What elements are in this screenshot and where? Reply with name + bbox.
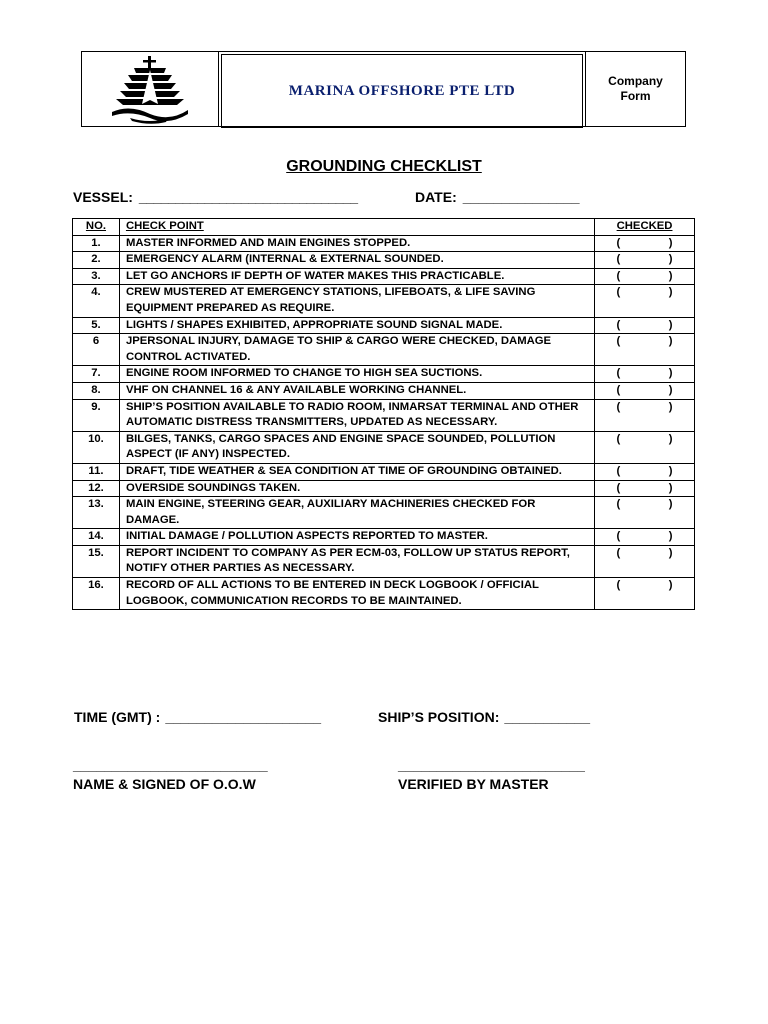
check-box[interactable] — [617, 578, 673, 594]
check-close-paren: ) — [668, 269, 673, 282]
check-open-paren: ( — [616, 383, 621, 396]
row-number: 9. — [73, 399, 120, 431]
check-close-paren: ) — [668, 530, 673, 543]
check-close-paren: ) — [668, 579, 673, 592]
check-close-paren: ) — [668, 253, 673, 266]
check-open-paren: ( — [616, 579, 621, 592]
table-row — [73, 317, 695, 334]
row-number: 10. — [73, 431, 120, 463]
time-gmt-field[interactable] — [74, 709, 321, 725]
row-number: 3. — [73, 268, 120, 285]
checked-cell[interactable] — [595, 382, 695, 399]
checked-cell[interactable] — [595, 366, 695, 383]
form-label-line1: Company — [608, 74, 663, 88]
checked-cell[interactable] — [595, 578, 695, 610]
check-box[interactable] — [617, 464, 673, 480]
ships-position-field[interactable] — [378, 709, 590, 725]
check-close-paren: ) — [668, 546, 673, 559]
check-box[interactable] — [617, 529, 673, 545]
form-label-line2: Form — [620, 89, 651, 103]
check-box[interactable] — [617, 252, 673, 268]
time-gmt-blank[interactable]: ____________________ — [165, 709, 322, 725]
check-box[interactable] — [617, 481, 673, 497]
row-number: 16. — [73, 578, 120, 610]
checked-cell[interactable] — [595, 463, 695, 480]
company-name: MARINA OFFSHORE PTE LTD — [288, 82, 516, 99]
checked-cell[interactable] — [595, 334, 695, 366]
row-number: 12. — [73, 480, 120, 497]
check-close-paren: ) — [668, 464, 673, 477]
check-box[interactable] — [617, 334, 673, 350]
check-point-text: VHF ON CHANNEL 16 & ANY AVAILABLE WORKING CHANNEL. — [119, 382, 594, 399]
company-header — [81, 51, 686, 127]
table-row — [73, 578, 695, 610]
check-point-text: SHIP’S POSITION AVAILABLE TO RADIO ROOM, INMARSAT TERMINAL AND OTHER AUTOMATIC DISTRESS TRANSMITTERS, UPDATED AS NECESSARY. — [119, 399, 594, 431]
row-number: 6 — [73, 334, 120, 366]
table-row — [73, 252, 695, 269]
check-close-paren: ) — [668, 432, 673, 445]
company-form-label — [585, 52, 685, 126]
check-box[interactable] — [617, 236, 673, 252]
check-box[interactable] — [617, 383, 673, 399]
check-point-text: DRAFT, TIDE WEATHER & SEA CONDITION AT TIME OF GROUNDING OBTAINED. — [119, 463, 594, 480]
check-point-text: LIGHTS / SHAPES EXHIBITED, APPROPRIATE SOUND SIGNAL MADE. — [119, 317, 594, 334]
row-number: 11. — [73, 463, 120, 480]
ships-position-blank[interactable]: ___________ — [504, 709, 591, 725]
check-close-paren: ) — [668, 498, 673, 511]
table-row — [73, 334, 695, 366]
checked-cell[interactable] — [595, 431, 695, 463]
ships-position-label: SHIP’S POSITION: — [378, 709, 500, 725]
check-close-paren: ) — [668, 481, 673, 494]
master-signature-line[interactable]: ________________________ — [398, 757, 585, 773]
checked-cell[interactable] — [595, 285, 695, 317]
check-open-paren: ( — [616, 498, 621, 511]
check-point-text: RECORD OF ALL ACTIONS TO BE ENTERED IN DECK LOGBOOK / OFFICIAL LOGBOOK, COMMUNICATION RECORDS TO BE MAINTAINED. — [119, 578, 594, 610]
check-point-text: OVERSIDE SOUNDINGS TAKEN. — [119, 480, 594, 497]
check-point-text: LET GO ANCHORS IF DEPTH OF WATER MAKES THIS PRACTICABLE. — [119, 268, 594, 285]
table-body — [73, 235, 695, 610]
check-open-paren: ( — [616, 546, 621, 559]
check-box[interactable] — [617, 400, 673, 416]
check-point-text: JPERSONAL INJURY, DAMAGE TO SHIP & CARGO WERE CHECKED, DAMAGE CONTROL ACTIVATED. — [119, 334, 594, 366]
vessel-label: VESSEL: — [73, 189, 133, 205]
check-open-paren: ( — [616, 367, 621, 380]
table-row — [73, 431, 695, 463]
checked-cell[interactable] — [595, 529, 695, 546]
col-header-no: NO. — [73, 219, 120, 236]
row-number: 2. — [73, 252, 120, 269]
checked-cell[interactable] — [595, 399, 695, 431]
oow-signature-label: NAME & SIGNED OF O.O.W — [73, 776, 256, 792]
table-row — [73, 545, 695, 577]
table-row — [73, 399, 695, 431]
check-point-text: MAIN ENGINE, STEERING GEAR, AUXILIARY MACHINERIES CHECKED FOR DAMAGE. — [119, 497, 594, 529]
table-row — [73, 268, 695, 285]
check-close-paren: ) — [668, 383, 673, 396]
row-number: 13. — [73, 497, 120, 529]
check-close-paren: ) — [668, 318, 673, 331]
checked-cell[interactable] — [595, 268, 695, 285]
check-point-text: INITIAL DAMAGE / POLLUTION ASPECTS REPORTED TO MASTER. — [119, 529, 594, 546]
checked-cell[interactable] — [595, 317, 695, 334]
check-open-paren: ( — [616, 335, 621, 348]
table-row — [73, 480, 695, 497]
table-row — [73, 382, 695, 399]
col-header-check-point: CHECK POINT — [119, 219, 594, 236]
date-field[interactable] — [415, 189, 580, 205]
check-box[interactable] — [617, 432, 673, 448]
check-point-text: EMERGENCY ALARM (INTERNAL & EXTERNAL SOUNDED. — [119, 252, 594, 269]
check-open-paren: ( — [616, 530, 621, 543]
row-number: 14. — [73, 529, 120, 546]
grounding-checklist-table — [72, 218, 695, 610]
time-gmt-label: TIME (GMT) : — [74, 709, 161, 725]
check-open-paren: ( — [616, 400, 621, 413]
check-box[interactable] — [617, 366, 673, 382]
check-point-text: ENGINE ROOM INFORMED TO CHANGE TO HIGH SEA SUCTIONS. — [119, 366, 594, 383]
company-name-cell — [221, 54, 583, 128]
check-point-text: MASTER INFORMED AND MAIN ENGINES STOPPED. — [119, 235, 594, 252]
check-open-paren: ( — [616, 481, 621, 494]
row-number: 15. — [73, 545, 120, 577]
date-label: DATE: — [415, 189, 457, 205]
check-point-text: REPORT INCIDENT TO COMPANY AS PER ECM-03, FOLLOW UP STATUS REPORT, NOTIFY OTHER PARTIES AS NECESSARY. — [119, 545, 594, 577]
page-title-wrap — [0, 158, 768, 176]
logo-cell — [82, 52, 219, 126]
check-open-paren: ( — [616, 236, 621, 249]
row-number: 7. — [73, 366, 120, 383]
check-close-paren: ) — [668, 286, 673, 299]
check-point-text: CREW MUSTERED AT EMERGENCY STATIONS, LIFEBOATS, & LIFE SAVING EQUIPMENT PREPARED AS REQUIRE. — [119, 285, 594, 317]
check-open-paren: ( — [616, 318, 621, 331]
table-row — [73, 235, 695, 252]
check-point-text: BILGES, TANKS, CARGO SPACES AND ENGINE SPACE SOUNDED, POLLUTION ASPECT (IF ANY) INSPECTED. — [119, 431, 594, 463]
master-signature-label: VERIFIED BY MASTER — [398, 776, 549, 792]
table-row — [73, 463, 695, 480]
checked-cell[interactable] — [595, 497, 695, 529]
date-blank[interactable]: _______________ — [462, 189, 580, 205]
checked-cell[interactable] — [595, 480, 695, 497]
check-open-paren: ( — [616, 253, 621, 266]
check-box[interactable] — [617, 285, 673, 301]
table-row — [73, 529, 695, 546]
vessel-blank[interactable]: ______________________________ — [138, 189, 358, 205]
check-close-paren: ) — [668, 400, 673, 413]
table-row — [73, 285, 695, 317]
check-open-paren: ( — [616, 286, 621, 299]
oow-signature-line[interactable]: _________________________ — [73, 757, 268, 773]
checked-cell[interactable] — [595, 545, 695, 577]
row-number: 4. — [73, 285, 120, 317]
table-row — [73, 497, 695, 529]
check-box[interactable] — [617, 546, 673, 562]
row-number: 1. — [73, 235, 120, 252]
check-open-paren: ( — [616, 432, 621, 445]
checked-cell[interactable] — [595, 235, 695, 252]
ship-logo-icon — [110, 54, 190, 124]
check-box[interactable] — [617, 318, 673, 334]
vessel-field[interactable] — [73, 189, 358, 205]
table-row — [73, 366, 695, 383]
check-close-paren: ) — [668, 335, 673, 348]
check-close-paren: ) — [668, 367, 673, 380]
table-header-row — [73, 219, 695, 236]
page-title: GROUNDING CHECKLIST — [286, 158, 482, 175]
check-box[interactable] — [617, 497, 673, 513]
row-number: 5. — [73, 317, 120, 334]
check-open-paren: ( — [616, 269, 621, 282]
checked-cell[interactable] — [595, 252, 695, 269]
check-box[interactable] — [617, 269, 673, 285]
col-header-checked: CHECKED — [595, 219, 695, 236]
row-number: 8. — [73, 382, 120, 399]
check-open-paren: ( — [616, 464, 621, 477]
check-close-paren: ) — [668, 236, 673, 249]
